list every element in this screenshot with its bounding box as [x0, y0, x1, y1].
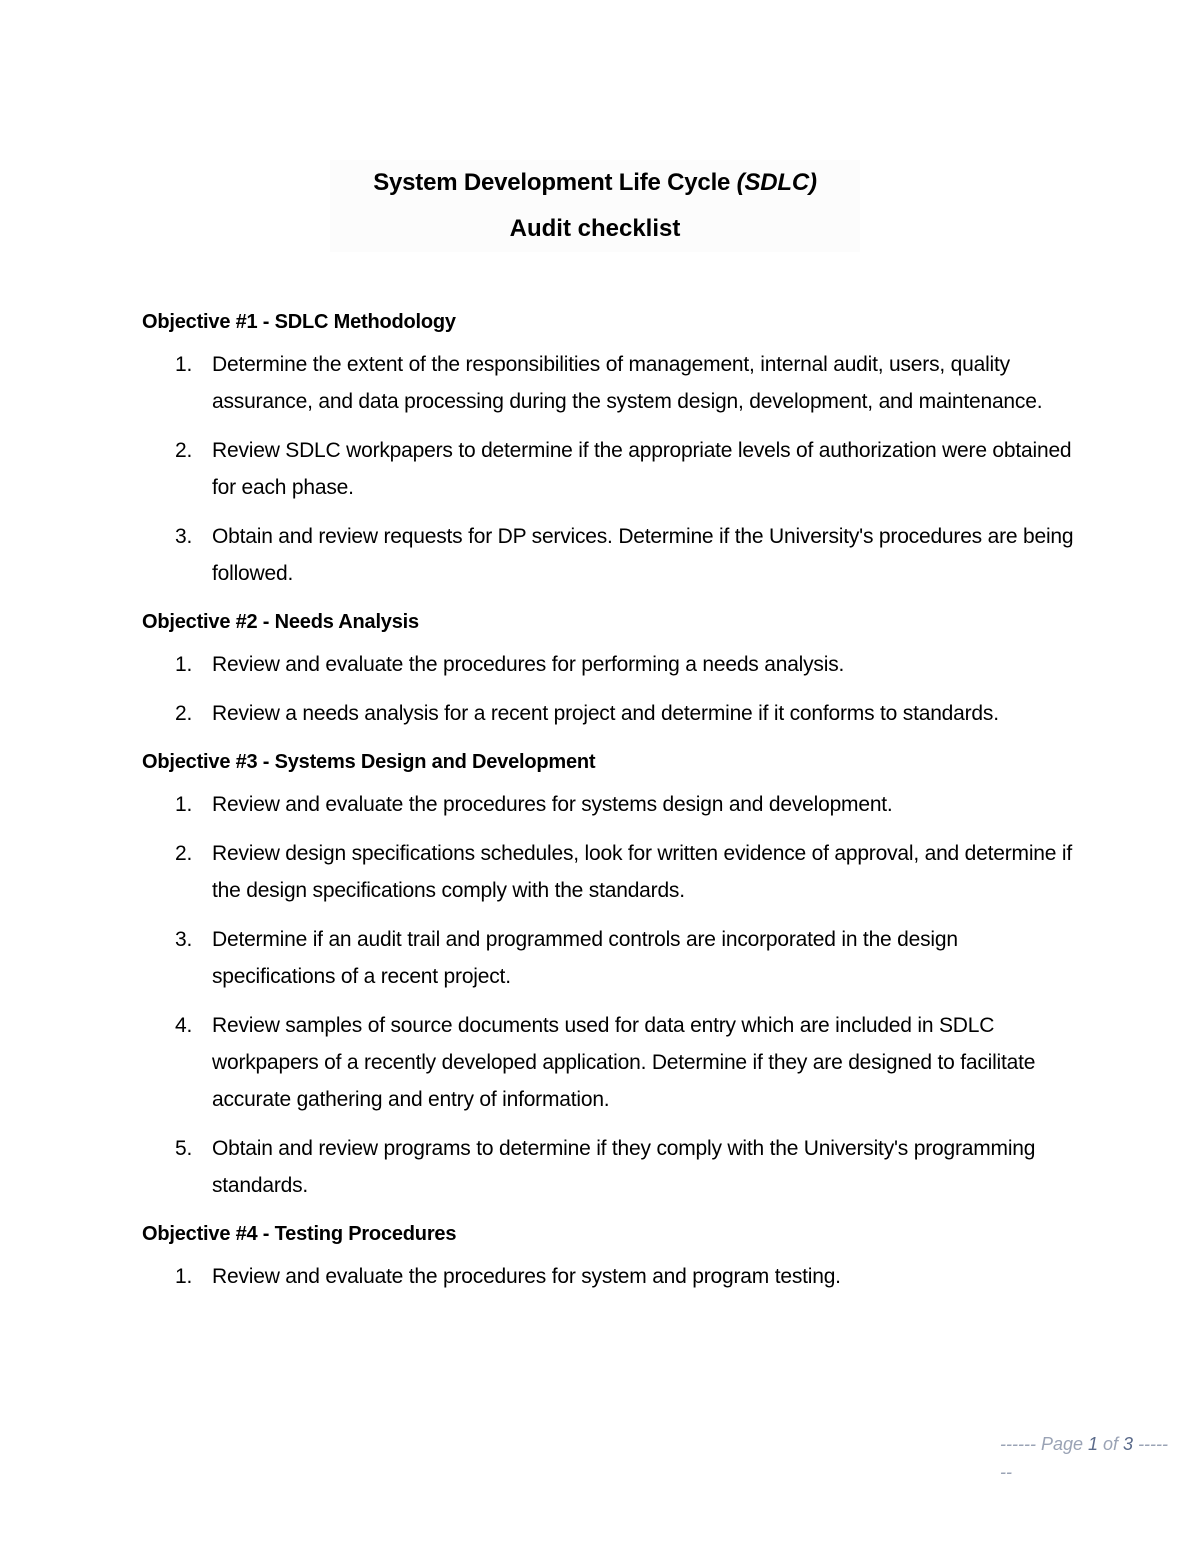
- objective-items: [142, 346, 1082, 592]
- list-item: [142, 1007, 1082, 1118]
- item-number: 3.: [175, 928, 193, 951]
- objective-heading: Objective #3 - Systems Design and Development: [142, 751, 596, 773]
- objectives-list: [142, 304, 1082, 1307]
- list-item: [142, 346, 1082, 420]
- page-footer: [1000, 1430, 1170, 1486]
- item-text: Review SDLC workpapers to determine if the appropriate levels of authorization were obtained for each phase.: [212, 439, 1072, 499]
- list-item: [142, 646, 1082, 683]
- list-item: [142, 921, 1082, 995]
- title-main: System Development Life Cycle: [373, 169, 731, 196]
- objective-heading: Objective #4 - Testing Procedures: [142, 1223, 457, 1245]
- item-number: 2.: [175, 702, 193, 725]
- footer-suffix: -------: [1000, 1434, 1169, 1482]
- list-item: [142, 835, 1082, 909]
- item-number: 3.: [175, 525, 193, 548]
- footer-prefix: ------ Page: [1000, 1434, 1089, 1454]
- item-text: Review and evaluate the procedures for performing a needs analysis.: [212, 653, 845, 676]
- title-abbreviation: (SDLC): [736, 169, 817, 196]
- objective-heading: Objective #1 - SDLC Methodology: [142, 311, 456, 333]
- footer-total-pages: 3: [1123, 1434, 1134, 1454]
- item-text: Obtain and review programs to determine if they comply with the University's programming standards.: [212, 1137, 1036, 1197]
- item-number: 2.: [175, 842, 193, 865]
- item-text: Review design specifications schedules, look for written evidence of approval, and determine if the design specifications comply with the standards.: [212, 842, 1072, 902]
- item-number: 4.: [175, 1014, 193, 1037]
- objective-items: [142, 786, 1082, 1204]
- list-item: [142, 432, 1082, 506]
- list-item: [142, 518, 1082, 592]
- item-text: Review and evaluate the procedures for systems design and development.: [212, 793, 893, 816]
- item-number: 1.: [175, 793, 193, 816]
- objective-items: [142, 1258, 1082, 1295]
- item-number: 1.: [175, 653, 193, 676]
- list-item: [142, 1258, 1082, 1295]
- objective-heading: Objective #2 - Needs Analysis: [142, 611, 419, 633]
- list-item: [142, 1130, 1082, 1204]
- objective-2: [142, 604, 1082, 732]
- objective-3: [142, 744, 1082, 1204]
- item-text: Review samples of source documents used for data entry which are included in SDLC workpapers of a recently developed application. Determine if they are designed to facilitate accurate gathering and entry of information.: [212, 1014, 1036, 1111]
- objective-1: [142, 304, 1082, 592]
- item-number: 1.: [175, 1265, 193, 1288]
- item-text: Obtain and review requests for DP services. Determine if the University's procedures are being followed.: [212, 525, 1074, 585]
- document-title: [330, 160, 860, 206]
- item-number: 1.: [175, 353, 193, 376]
- objective-items: [142, 646, 1082, 732]
- document-subtitle: Audit checklist: [509, 215, 681, 242]
- title-block: [330, 160, 860, 252]
- footer-current-page: 1: [1088, 1434, 1099, 1454]
- footer-middle: of: [1098, 1434, 1124, 1454]
- item-number: 2.: [175, 439, 193, 462]
- item-text: Review a needs analysis for a recent project and determine if it conforms to standards.: [212, 702, 999, 725]
- objective-4: [142, 1216, 1082, 1295]
- item-number: 5.: [175, 1137, 193, 1160]
- item-text: Review and evaluate the procedures for system and program testing.: [212, 1265, 841, 1288]
- item-text: Determine if an audit trail and programmed controls are incorporated in the design specifications of a recent project.: [212, 928, 958, 988]
- item-text: Determine the extent of the responsibilities of management, internal audit, users, quality assurance, and data processing during the system design, development, and maintenance.: [212, 353, 1043, 413]
- list-item: [142, 786, 1082, 823]
- list-item: [142, 695, 1082, 732]
